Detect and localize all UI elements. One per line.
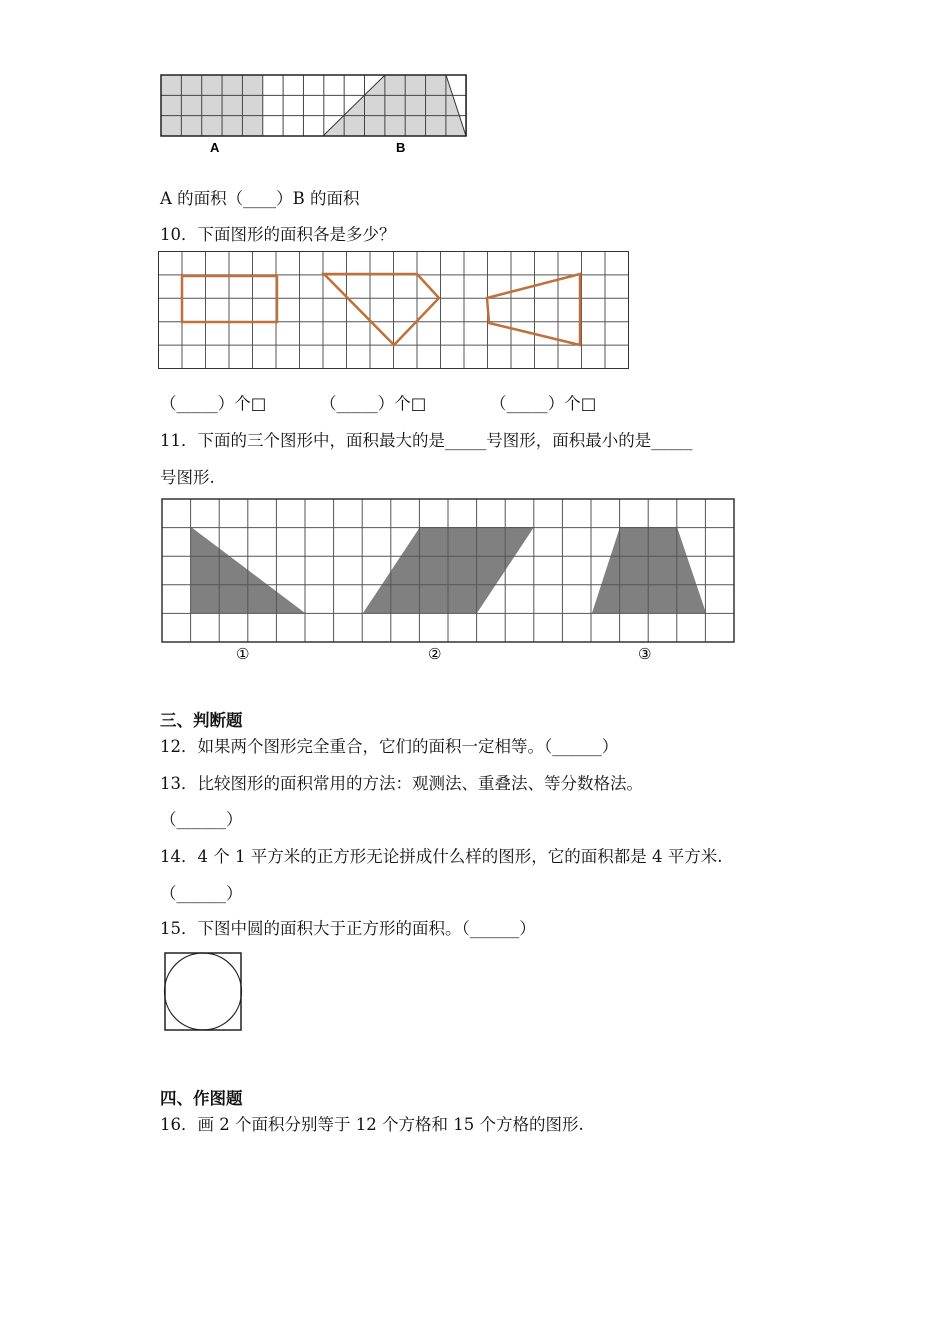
figure-a-b-grid xyxy=(160,74,470,164)
question-a-b: A 的面积（____）B 的面积 xyxy=(160,189,360,208)
label-2: ② xyxy=(428,645,442,663)
answer-blank-2: （_____）个□ xyxy=(320,394,427,413)
answer-blank-1: （_____）个□ xyxy=(160,394,267,413)
figure-circle-in-square xyxy=(162,950,244,1034)
label-a: A xyxy=(210,140,220,155)
shape-pentagon xyxy=(324,274,439,345)
answer-blank-3: （_____）个□ xyxy=(490,394,597,413)
figure-q10-grid xyxy=(158,251,633,373)
question-10-title: 10．下面图形的面积各是多少？ xyxy=(160,225,396,244)
shape-trapezoid xyxy=(592,527,706,613)
question-12: 12．如果两个图形完全重合，它们的面积一定相等。（______） xyxy=(160,737,619,756)
shape-quadrilateral xyxy=(487,274,580,345)
question-14-blank: （______） xyxy=(160,884,243,903)
question-16: 16．画 2 个面积分别等于 12 个方格和 15 个方格的图形. xyxy=(160,1115,584,1134)
circle-shape xyxy=(165,953,242,1030)
question-11-line2: 号图形. xyxy=(160,468,215,487)
question-13-blank: （______） xyxy=(160,810,243,829)
question-13: 13．比较图形的面积常用的方法：观测法、重叠法、等分数格法。 xyxy=(160,774,643,793)
figure-q11-grid xyxy=(160,497,740,667)
section-3-title: 三、判断题 xyxy=(160,711,243,730)
label-1: ① xyxy=(236,645,250,663)
section-4-title: 四、作图题 xyxy=(160,1089,243,1108)
question-14: 14．4 个 1 平方米的正方形无论拼成什么样的图形，它的面积都是 4 平方米. xyxy=(160,847,723,866)
question-15: 15．下图中圆的面积大于正方形的面积。（______） xyxy=(160,919,536,938)
label-b: B xyxy=(396,140,406,155)
label-3: ③ xyxy=(638,645,652,663)
question-11-line1: 11．下面的三个图形中，面积最大的是_____号图形，面积最小的是_____ xyxy=(160,431,693,450)
